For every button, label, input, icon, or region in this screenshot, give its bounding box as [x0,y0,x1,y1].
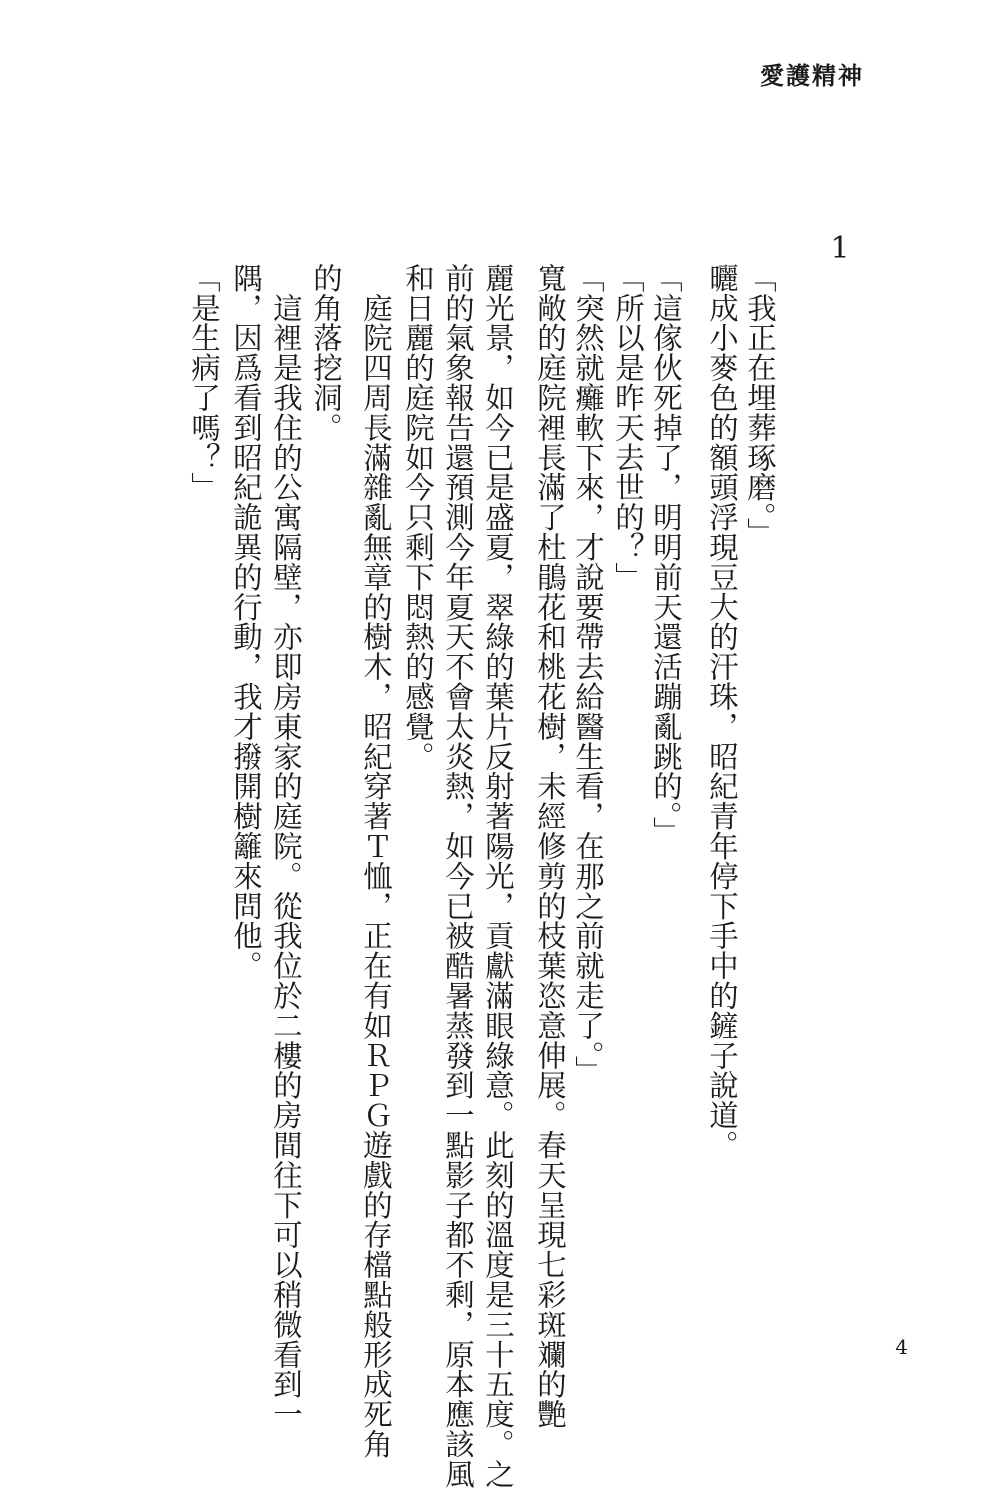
text-column: 前的氣象報告還預測今年夏天不會太炎熱，如今已被酷暑蒸發到一點影子都不剩，原本應該風 [441,263,475,1489]
page-number: 4 [895,1335,908,1359]
text-column: 「突然就癱軟下來，才說要帶去給醫生看，在那之前就走了。」 [571,263,605,1086]
text-column: 庭院四周長滿雜亂無章的樹木，昭紀穿著Ｔ恤，正在有如ＲＰＧ遊戲的存檔點般形成死角 [359,263,393,1459]
text-column: 麗光景，如今已是盛夏，翠綠的葉片反射著陽光，貢獻滿眼綠意。此刻的溫度是三十五度。之 [481,263,515,1489]
text-column: 「我正在埋葬琢磨。」 [743,263,777,548]
text-column: 和日麗的庭院如今只剩下悶熱的感覺。 [401,263,435,772]
text-column: 的角落挖洞。 [309,263,343,443]
text-column: 這裡是我住的公寓隔壁，亦即房東家的庭院。從我位於二樓的房間往下可以稍微看到一 [269,263,303,1430]
running-header-title: 愛護精神 [760,61,864,90]
text-column: 「這傢伙死掉了，明明前天還活蹦亂跳的。」 [649,263,683,847]
chapter-number: 1 [830,231,850,266]
text-column: 「所以是昨天去世的？」 [611,263,645,592]
text-column: 「是生病了嗎？」 [187,263,221,503]
text-column: 寬敞的庭院裡長滿了杜鵑花和桃花樹，未經修剪的枝葉恣意伸展。春天呈現七彩斑斕的艷 [533,263,567,1430]
text-column: 隅，因爲看到昭紀詭異的行動，我才撥開樹籬來問他。 [229,263,263,981]
text-column: 曬成小麥色的額頭浮現豆大的汗珠，昭紀青年停下手中的鏟子說道。 [705,263,739,1160]
